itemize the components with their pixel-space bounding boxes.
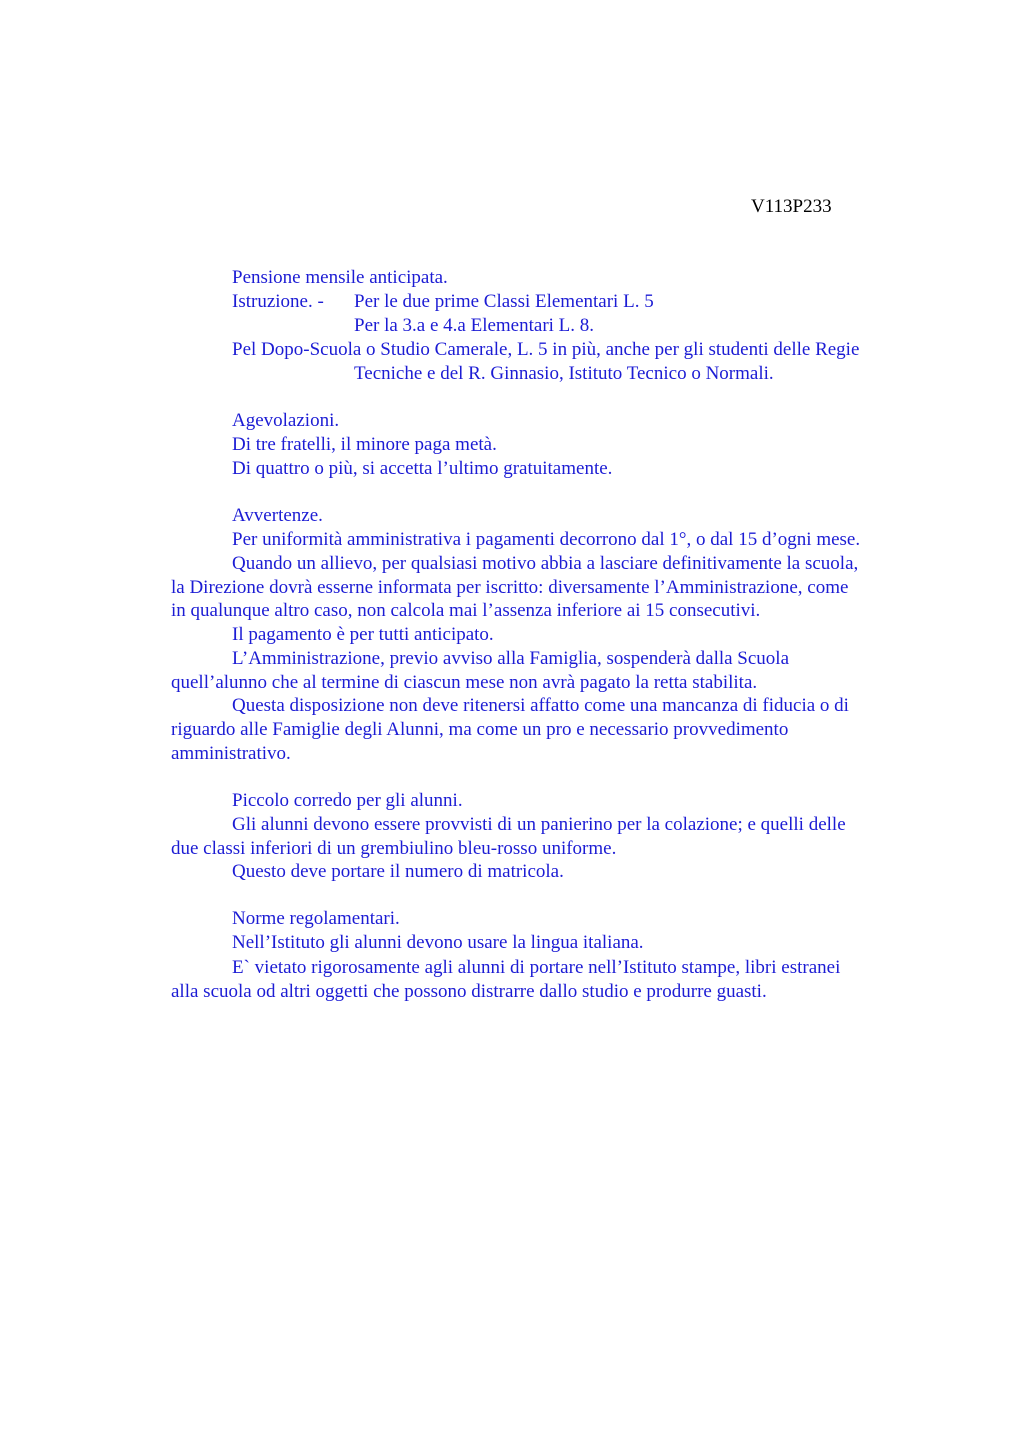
avvertenze-p2-line-3: in qualunque altro caso, non calcola mai l’assenza inferiore ai 15 consecutivi. bbox=[171, 600, 761, 621]
corredo-p1-line-1: Gli alunni devono essere provvisti di un panierino per la colazione; e quelli delle bbox=[232, 814, 846, 835]
norme-p2-line-2: alla scuola od altri oggetti che possono distrarre dallo studio e produrre guasti. bbox=[171, 981, 767, 1002]
dopo-scuola-line-1: Pel Dopo-Scuola o Studio Camerale, L. 5 in più, anche per gli studenti delle Regie bbox=[232, 339, 860, 360]
avvertenze-p4-line-1: L’Amministrazione, previo avviso alla Famiglia, sospenderà dalla Scuola bbox=[232, 648, 790, 669]
istruzione-line-2: Per la 3.a e 4.a Elementari L. 8. bbox=[354, 315, 595, 336]
norme-p1: Nell’Istituto gli alunni devono usare la lingua italiana. bbox=[232, 932, 644, 953]
agevolazioni-line-1: Di tre fratelli, il minore paga metà. bbox=[232, 434, 497, 455]
norme-heading: Norme regolamentari. bbox=[232, 908, 400, 929]
avvertenze-p5-line-2: riguardo alle Famiglie degli Alunni, ma come un pro e necessario provvedimento bbox=[171, 719, 789, 740]
agevolazioni-heading: Agevolazioni. bbox=[232, 410, 340, 431]
istruzione-label: Istruzione. - bbox=[232, 291, 324, 312]
avvertenze-p3: Il pagamento è per tutti anticipato. bbox=[232, 624, 494, 645]
avvertenze-p2-line-1: Quando un allievo, per qualsiasi motivo abbia a lasciare definitivamente la scuola, bbox=[232, 553, 859, 574]
avvertenze-p5-line-1: Questa disposizione non deve ritenersi affatto come una mancanza di fiducia o di bbox=[232, 695, 849, 716]
dopo-scuola-line-2: Tecniche e del R. Ginnasio, Istituto Tecnico o Normali. bbox=[354, 363, 774, 384]
corredo-p2: Questo deve portare il numero di matricola. bbox=[232, 861, 564, 882]
agevolazioni-line-2: Di quattro o più, si accetta l’ultimo gratuitamente. bbox=[232, 458, 613, 479]
avvertenze-line-1: Per uniformità amministrativa i pagamenti decorrono dal 1°, o dal 15 d’ogni mese. bbox=[232, 529, 861, 550]
corredo-p1-line-2: due classi inferiori di un grembiulino bleu-rosso uniforme. bbox=[171, 838, 617, 859]
avvertenze-p4-line-2: quell’alunno che al termine di ciascun mese non avrà pagato la retta stabilita. bbox=[171, 672, 758, 693]
istruzione-line-1: Per le due prime Classi Elementari L. 5 bbox=[354, 291, 654, 312]
avvertenze-p2-line-2: la Direzione dovrà esserne informata per iscritto: diversamente l’Amministrazione, come bbox=[171, 577, 849, 598]
document-id: V113P233 bbox=[751, 196, 832, 217]
pensione-heading: Pensione mensile anticipata. bbox=[232, 267, 448, 288]
corredo-heading: Piccolo corredo per gli alunni. bbox=[232, 790, 463, 811]
avvertenze-p5-line-3: amministrativo. bbox=[171, 743, 291, 764]
avvertenze-heading: Avvertenze. bbox=[232, 505, 323, 526]
norme-p2-line-1: E` vietato rigorosamente agli alunni di portare nell’Istituto stampe, libri estranei bbox=[232, 957, 841, 978]
